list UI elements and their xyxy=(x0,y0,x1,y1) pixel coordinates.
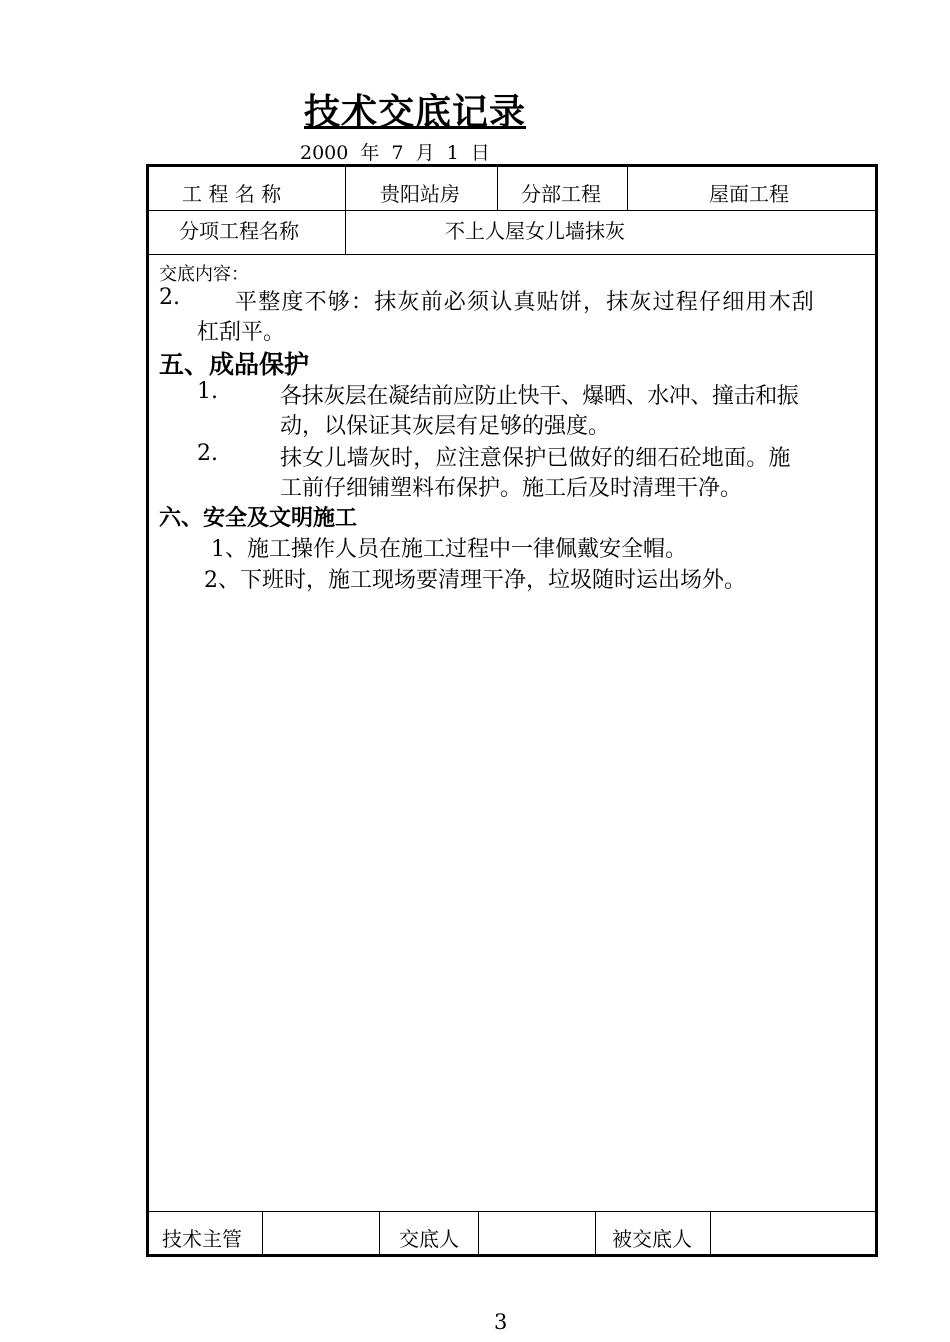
page-title: 技术交底记录 xyxy=(304,92,527,133)
row-divider xyxy=(149,254,875,255)
row-divider xyxy=(149,1211,875,1212)
subitem-value: 不上人屋女儿墙抹灰 xyxy=(445,219,625,243)
division-label: 分部工程 xyxy=(521,182,601,206)
project-name-value: 贵阳站房 xyxy=(380,182,460,206)
receiver-label: 被交底人 xyxy=(612,1227,692,1251)
col-divider xyxy=(345,167,346,255)
division-value: 屋面工程 xyxy=(709,182,789,206)
list-item-text: 抹女儿墙灰时，应注意保护已做好的细石砼地面。施 xyxy=(280,446,791,471)
section-heading: 六、安全及文明施工 xyxy=(159,506,358,531)
tech-supervisor-label: 技术主管 xyxy=(162,1227,242,1251)
subitem-label: 分项工程名称 xyxy=(179,219,299,243)
col-divider xyxy=(595,1211,596,1254)
discloser-label: 交底人 xyxy=(399,1227,459,1251)
disclosure-form xyxy=(146,164,878,1257)
list-item-text: 各抹灰层在凝结前应防止快干、爆晒、水冲、撞击和振 xyxy=(280,384,799,409)
list-item-text: 工前仔细铺塑料布保护。施工后及时清理干净。 xyxy=(280,476,743,501)
page-number: 3 xyxy=(494,1310,508,1334)
project-name-label: 工 程 名 称 xyxy=(182,182,282,206)
content-label: 交底内容： xyxy=(159,264,249,285)
col-divider xyxy=(379,1211,380,1254)
col-divider xyxy=(710,1211,711,1254)
list-item-text: 2、下班时，施工现场要清理干净，垃圾随时运出场外。 xyxy=(204,568,746,593)
record-date: 2000 年 7 月 1 日 xyxy=(300,142,490,164)
col-divider xyxy=(627,167,628,211)
list-item-text: 1、施工操作人员在施工过程中一律佩戴安全帽。 xyxy=(211,537,687,562)
list-item-number: 1. xyxy=(197,379,218,404)
col-divider xyxy=(262,1211,263,1254)
list-item-number: 2. xyxy=(197,441,218,466)
list-item-text: 杠刮平。 xyxy=(197,320,286,345)
col-divider xyxy=(478,1211,479,1254)
list-item-text: 平整度不够：抹灰前必须认真贴饼，抹灰过程仔细用木刮 xyxy=(235,290,816,315)
list-item-number: 2. xyxy=(159,285,180,310)
row-divider xyxy=(149,210,875,211)
col-divider xyxy=(497,167,498,211)
list-item-text: 动，以保证其灰层有足够的强度。 xyxy=(280,414,611,439)
section-heading: 五、成品保护 xyxy=(159,350,310,379)
